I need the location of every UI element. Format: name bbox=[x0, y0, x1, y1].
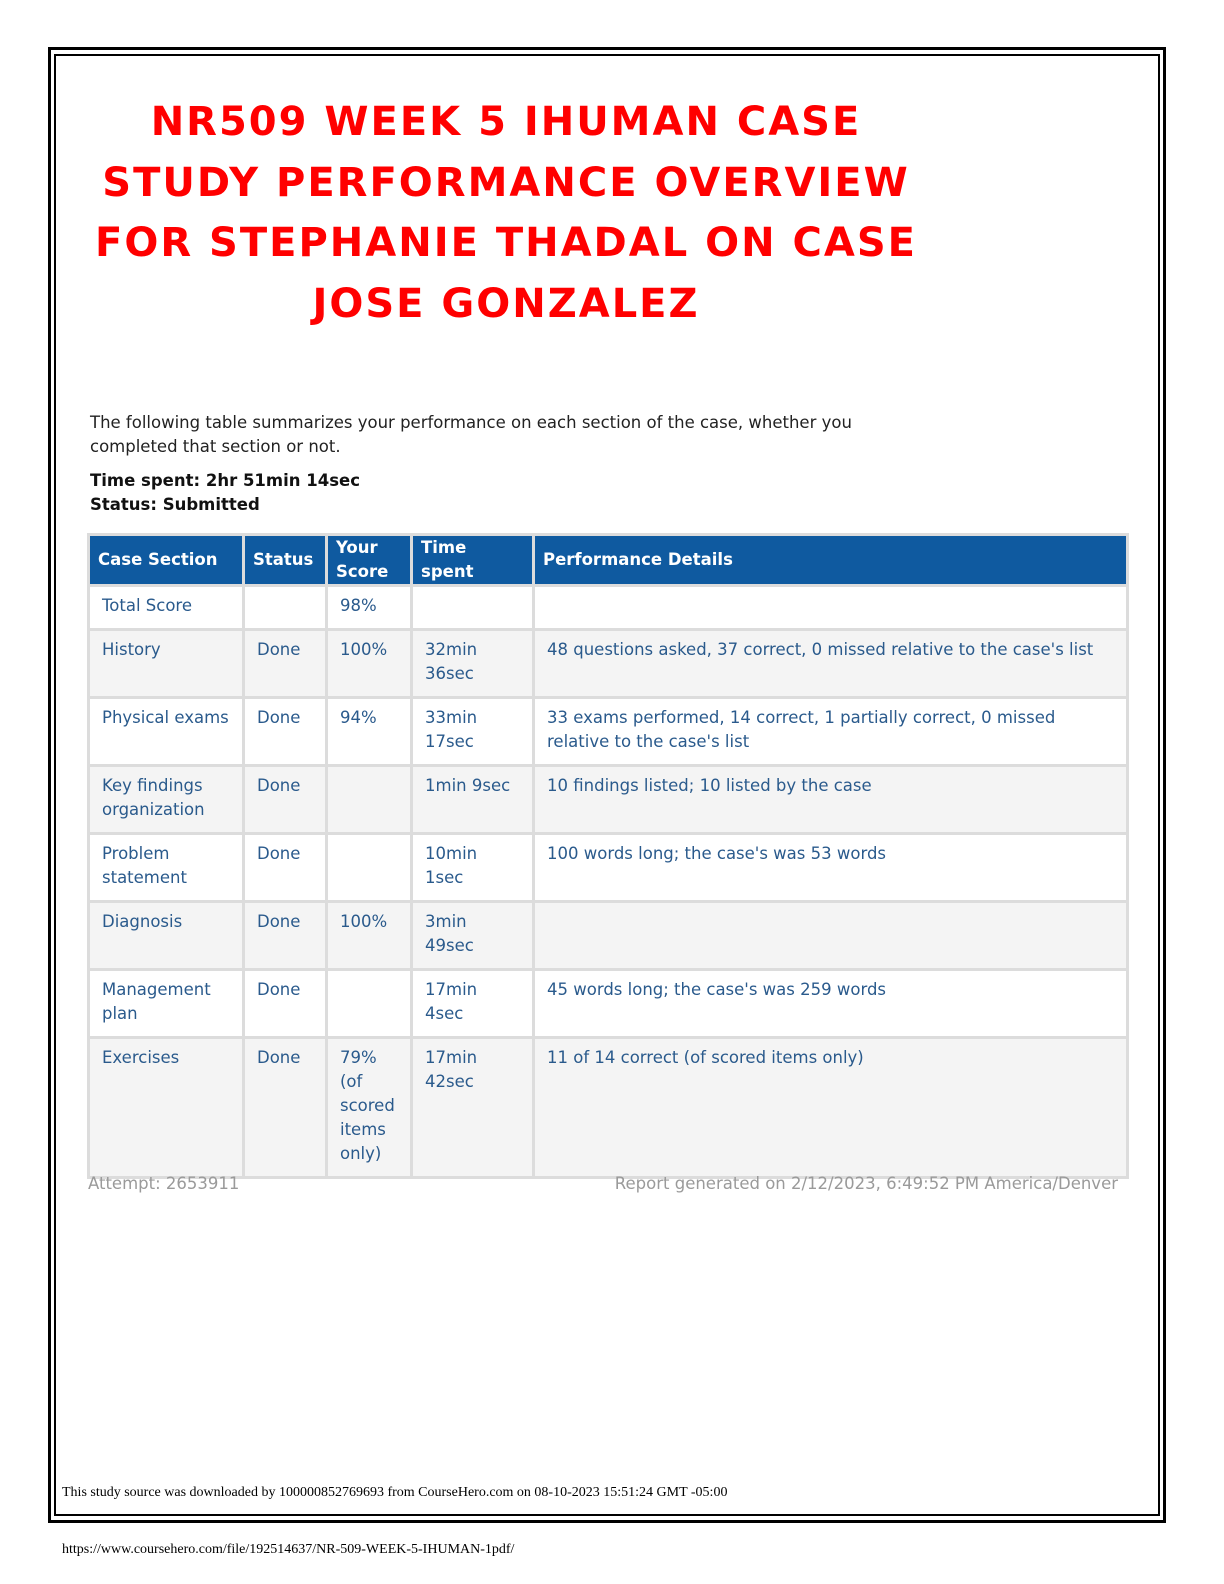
table-row bbox=[89, 902, 1128, 970]
cell-details bbox=[534, 586, 1128, 630]
cell-score: 100% bbox=[327, 630, 412, 698]
cell-details bbox=[534, 902, 1128, 970]
cell-section: Diagnosis bbox=[89, 902, 244, 970]
table-header-row bbox=[89, 535, 1128, 586]
time-spent: Time spent: 2hr 51min 14sec bbox=[90, 471, 361, 490]
cell-status: Done bbox=[244, 1038, 327, 1178]
cell-details: 33 exams performed, 14 correct, 1 partially correct, 0 missed relative to the case's list bbox=[534, 698, 1128, 766]
source-url: https://www.coursehero.com/file/192514637/NR-509-WEEK-5-IHUMAN-1pdf/ bbox=[62, 1542, 515, 1557]
cell-score bbox=[327, 766, 412, 834]
table-row bbox=[89, 970, 1128, 1038]
cell-section: Management plan bbox=[89, 970, 244, 1038]
cell-section: Problem statement bbox=[89, 834, 244, 902]
cell-status bbox=[244, 586, 327, 630]
cell-score bbox=[327, 970, 412, 1038]
status-line: Status: Submitted bbox=[90, 495, 260, 514]
table-row bbox=[89, 766, 1128, 834]
cell-details: 48 questions asked, 37 correct, 0 missed relative to the case's list bbox=[534, 630, 1128, 698]
header-status: Status bbox=[244, 535, 327, 586]
intro-text: The following table summarizes your performance on each section of the case, whether you completed that section or not. bbox=[90, 413, 852, 456]
cell-time: 33min 17sec bbox=[412, 698, 534, 766]
cell-time: 32min 36sec bbox=[412, 630, 534, 698]
cell-time: 10min 1sec bbox=[412, 834, 534, 902]
performance-table bbox=[87, 533, 1129, 1179]
table-row bbox=[89, 586, 1128, 630]
cell-section: History bbox=[89, 630, 244, 698]
cell-section: Key findings organization bbox=[89, 766, 244, 834]
cell-details: 10 findings listed; 10 listed by the case bbox=[534, 766, 1128, 834]
cell-details: 100 words long; the case's was 53 words bbox=[534, 834, 1128, 902]
table-row bbox=[89, 1038, 1128, 1178]
cell-score: 94% bbox=[327, 698, 412, 766]
cell-score bbox=[327, 834, 412, 902]
cell-time: 17min 42sec bbox=[412, 1038, 534, 1178]
cell-section: Exercises bbox=[89, 1038, 244, 1178]
cell-section: Total Score bbox=[89, 586, 244, 630]
cell-status: Done bbox=[244, 902, 327, 970]
cell-status: Done bbox=[244, 970, 327, 1038]
cell-status: Done bbox=[244, 698, 327, 766]
header-time-spent: Time spent bbox=[412, 535, 534, 586]
report-generated: Report generated on 2/12/2023, 6:49:52 PM America/Denver bbox=[614, 1174, 1118, 1193]
cell-score: 98% bbox=[327, 586, 412, 630]
header-performance-details: Performance Details bbox=[534, 535, 1128, 586]
table-row bbox=[89, 698, 1128, 766]
header-your-score: Your Score bbox=[327, 535, 412, 586]
cell-section: Physical exams bbox=[89, 698, 244, 766]
header-case-section: Case Section bbox=[89, 535, 244, 586]
cell-details: 11 of 14 correct (of scored items only) bbox=[534, 1038, 1128, 1178]
cell-status: Done bbox=[244, 630, 327, 698]
cell-time bbox=[412, 586, 534, 630]
cell-status: Done bbox=[244, 834, 327, 902]
cell-score: 79% (of scored items only) bbox=[327, 1038, 412, 1178]
cell-status: Done bbox=[244, 766, 327, 834]
download-source-note: This study source was downloaded by 100000852769693 from CourseHero.com on 08-10-2023 15:51:24 GMT -05:00 bbox=[62, 1485, 728, 1500]
table-row bbox=[89, 834, 1128, 902]
cell-time: 1min 9sec bbox=[412, 766, 534, 834]
cell-details: 45 words long; the case's was 259 words bbox=[534, 970, 1128, 1038]
document-title: NR509 WEEK 5 IHUMAN CASE STUDY PERFORMANCE OVERVIEW FOR STEPHANIE THADAL ON CASE JOSE GONZALEZ bbox=[95, 99, 917, 327]
cell-score: 100% bbox=[327, 902, 412, 970]
cell-time: 17min 4sec bbox=[412, 970, 534, 1038]
attempt-number: Attempt: 2653911 bbox=[88, 1174, 240, 1193]
cell-time: 3min 49sec bbox=[412, 902, 534, 970]
table-row bbox=[89, 630, 1128, 698]
